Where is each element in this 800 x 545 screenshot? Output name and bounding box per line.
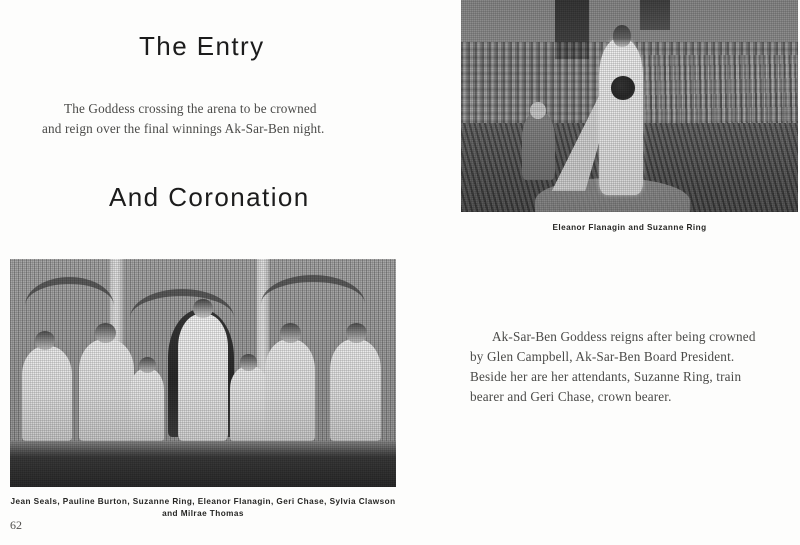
attendant-figure-2 [79,339,133,442]
train-bearer-head [530,102,546,119]
goddess-head [613,25,631,46]
goddess-gown [599,38,643,195]
photo-caption-coronation-line-1: Jean Seals, Pauline Burton, Suzanne Ring, Eleanor Flanagin, Geri Chase, Sylvia Clawson [10,497,396,506]
attendant-head-5 [240,354,258,370]
attendant-figure-3 [130,368,165,441]
goddess-seated-head [193,299,212,318]
paragraph-coronation-line-2: by Glen Campbell, Ak-Sar-Ben Board President. [470,349,735,364]
paragraph-entry-line-1: The Goddess crossing the arena to be crowned [64,101,317,116]
coronation-stage-group-photo [10,259,396,487]
attendant-figure-1 [22,346,72,442]
paragraph-coronation [470,327,800,407]
crowd-stands-right [636,55,798,131]
stage-floor [10,441,396,487]
train-bearer-figure [522,112,556,180]
paragraph-coronation-line-3: Beside her are her attendants, Suzanne Ring, train [470,369,742,384]
attendant-head-7 [346,323,367,343]
bouquet [611,76,635,99]
page-title-coronation: And Coronation [109,182,310,212]
paragraph-coronation-line-4: bearer and Geri Chase, crown bearer. [470,389,672,404]
attendant-figure-6 [265,339,315,442]
attendant-figure-7 [330,339,380,442]
page-number: 62 [10,518,22,532]
paragraph-entry-line-2: and reign over the final winnings Ak-Sar-Ben night. [42,121,325,136]
attendant-head-2 [95,323,116,343]
photo-caption-entry: Eleanor Flanagin and Suzanne Ring [552,223,707,232]
goddess-crossing-arena-photo [461,0,798,212]
page-title-entry: The Entry [139,31,265,61]
goddess-seated-figure [178,314,228,442]
photo-caption-coronation-line-2: and Milrae Thomas [162,509,244,518]
paragraph-coronation-line-1: Ak-Sar-Ben Goddess reigns after being crowned [492,329,756,344]
attendant-figure-5 [230,366,269,441]
arena-banner [640,0,670,30]
photo-caption-coronation [10,496,396,520]
paragraph-entry [42,99,382,139]
